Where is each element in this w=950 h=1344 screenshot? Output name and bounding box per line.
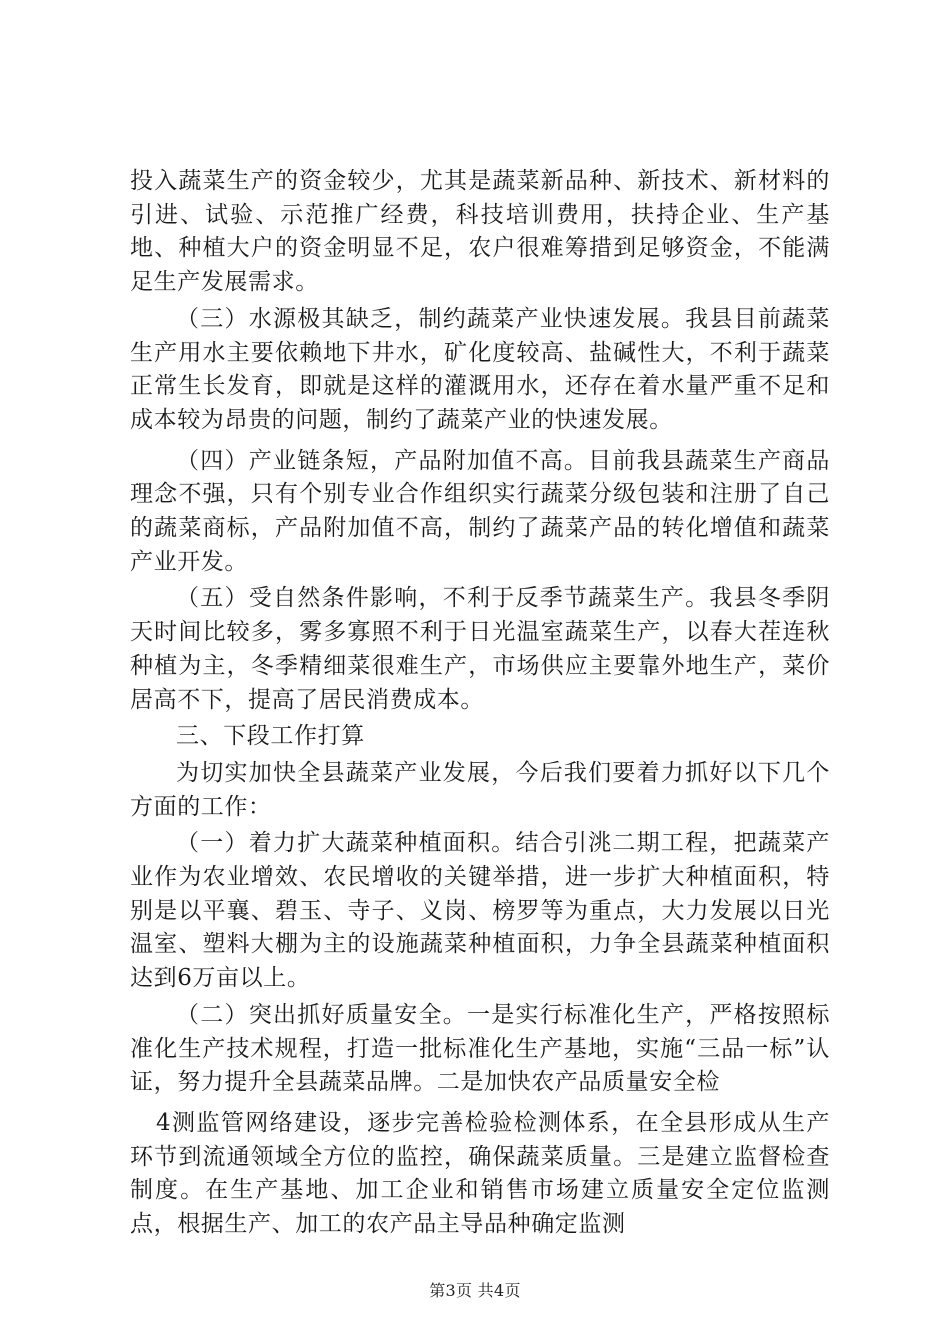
page-number-footer: 第3页 共4页 (429, 1281, 521, 1300)
paragraph-intro: 为切实加快全县蔬菜产业发展，今后我们要着力抓好以下几个方面的工作： (130, 759, 830, 820)
document-body (130, 165, 830, 1242)
paragraph-natural-conditions: （五）受自然条件影响，不利于反季节蔬菜生产。我县冬季阴天时间比较多，雾多寡照不利于日光温室蔬菜生产，以春大茬连秋种植为主，冬季精细菜很难生产，市场供应主要靠外地生产，菜价居高不下，提高了居民消费成本。 (130, 585, 830, 713)
section-heading-next-plan: 三、下段工作打算 (176, 723, 365, 750)
paragraph-expand-area: （一）着力扩大蔬菜种植面积。结合引洮二期工程，把蔬菜产业作为农业增效、农民增收的关键举措，进一步扩大种植面积，特别是以平襄、碧玉、寺子、义岗、榜罗等为重点，大力发展以日光温室、塑料大棚为主的设施蔬菜种植面积，力争全县蔬菜种植面积达到6万亩以上。 (130, 830, 830, 992)
paragraph-funding: 投入蔬菜生产的资金较少，尤其是蔬菜新品种、新技术、新材料的引进、试验、示范推广经费，科技培训费用，扶持企业、生产基地、种植大户的资金明显不足，农户很难筹措到足够资金，不能满足生产发展需求。 (130, 168, 830, 296)
paragraph-water-shortage: （三）水源极其缺乏，制约蔬菜产业快速发展。我县目前蔬菜生产用水主要依赖地下井水，矿化度较高、盐碱性大，不利于蔬菜正常生长发育，即就是这样的灌溉用水，还存在着水量严重不足和成本较为昂贵的问题，制约了蔬菜产业的快速发展。 (130, 305, 830, 433)
paragraph-industry-chain: （四）产业链条短，产品附加值不高。目前我县蔬菜生产商品理念不强，只有个别专业合作组织实行蔬菜分级包装和注册了自己的蔬菜商标，产品附加值不高，制约了蔬菜产品的转化增值和蔬菜产业开发。 (130, 447, 830, 575)
paragraph-monitoring: 4测监管网络建设，逐步完善检验检测体系，在全县形成从生产环节到流通领域全方位的监控，确保蔬菜质量。三是建立监督检查制度。在生产基地、加工企业和销售市场建立质量安全定位监测点，根据生产、加工的农产品主导品种确定监测 (130, 1109, 830, 1238)
paragraph-quality-safety: （二）突出抓好质量安全。一是实行标准化生产，严格按照标准化生产技术规程，打造一批标准化生产基地，实施“三品一标”认证，努力提升全县蔬菜品牌。二是加快农产品质量安全检 (130, 1001, 830, 1096)
